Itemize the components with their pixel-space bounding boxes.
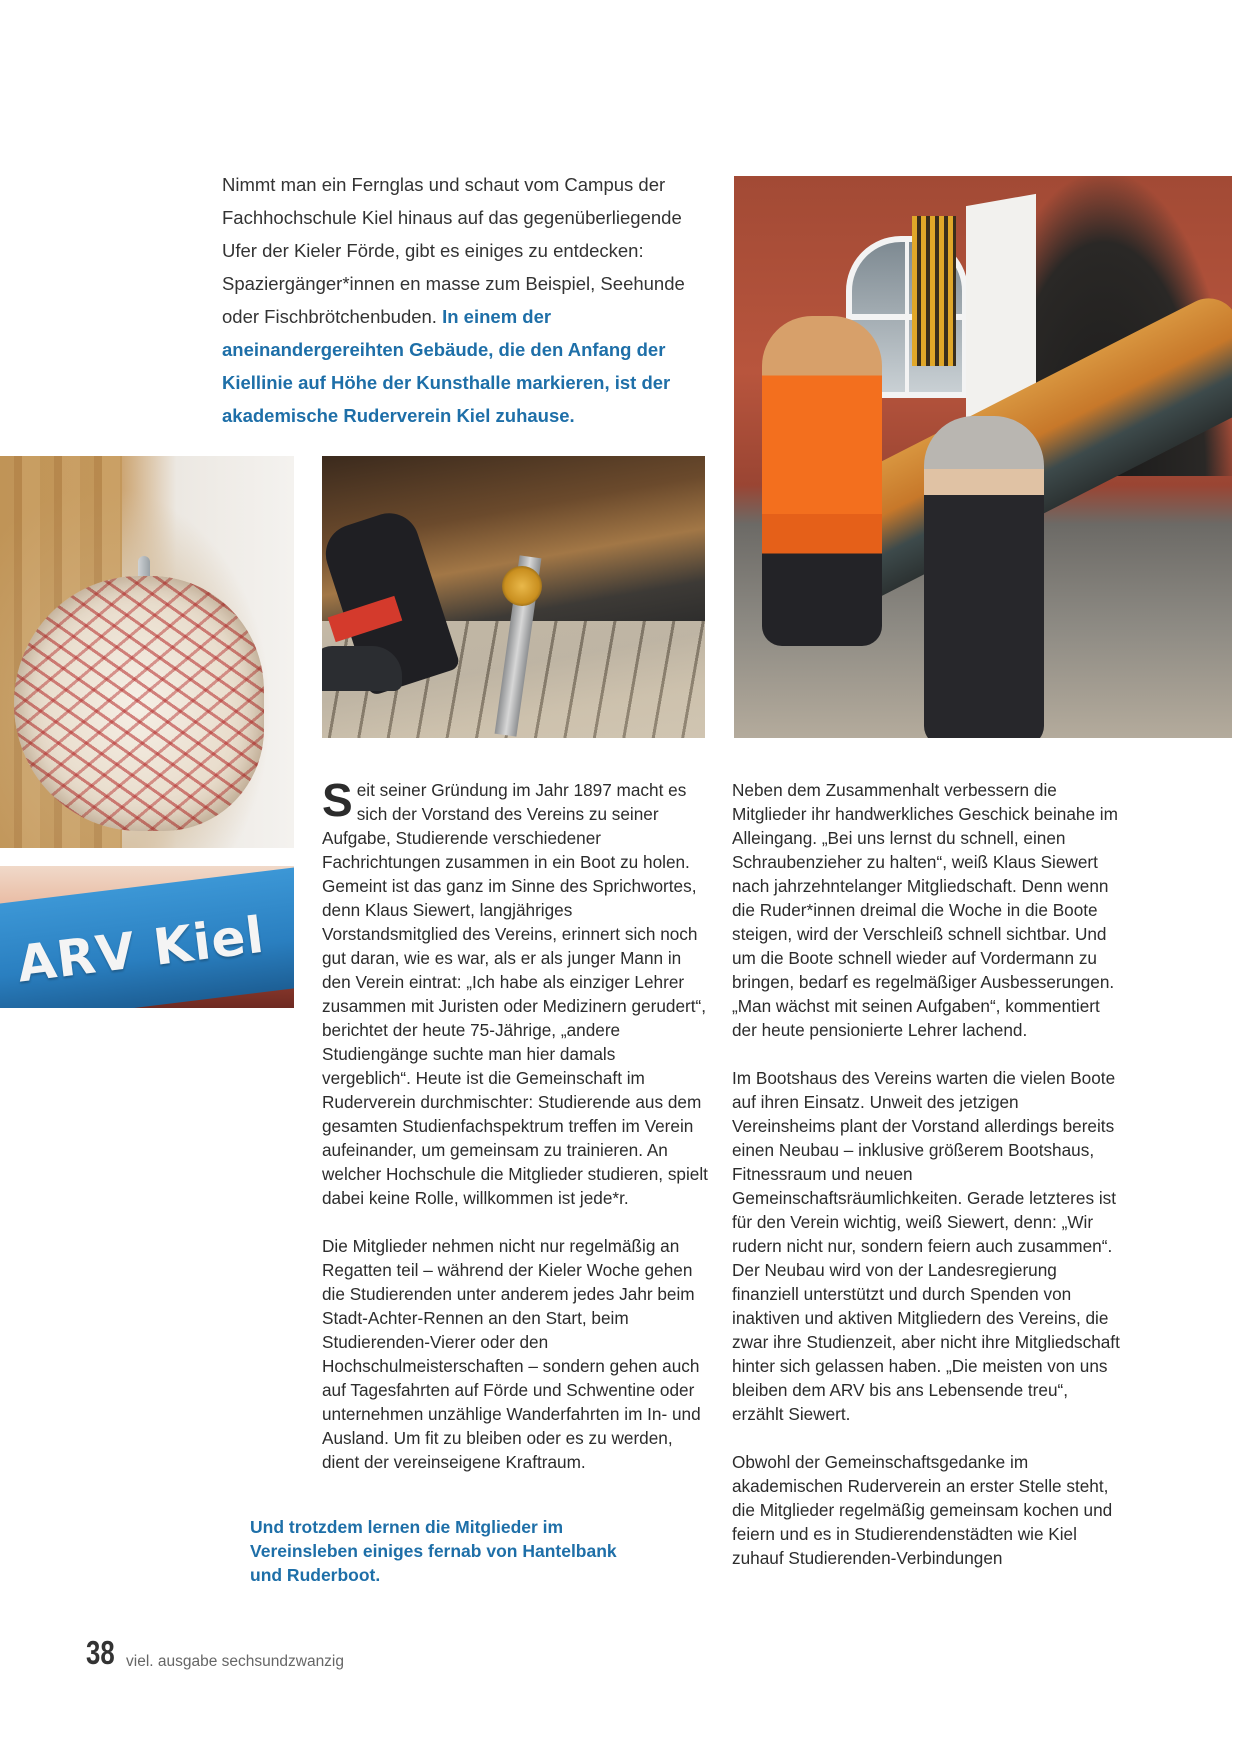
intro-highlight: In einem der aneinandergereihten Gebäude, die den Anfang der Kiellinie auf Höhe der Kunsthalle markieren, ist der akademische Ruderverein Kiel zuhause. — [222, 306, 671, 426]
drop-cap: S — [322, 774, 353, 826]
photo-boat-repair — [322, 456, 705, 738]
paragraph — [322, 774, 708, 1210]
brass-fitting — [502, 566, 542, 606]
oars-rack — [912, 216, 956, 366]
sign-text: ARV Kiel — [14, 905, 268, 994]
paragraph: Obwohl der Gemeinschaftsgedanke im akademischen Ruderverein an erster Stelle steht, die Mitglieder regelmäßig gemeinsam kochen und feiern und es in Studierendenstädten wie Kiel zuhauf Studierenden-Verbindungen — [732, 1452, 1113, 1568]
pull-quote: Und trotzdem lernen die Mitglieder im Vereinsleben einiges fernab von Hantelbank und Ruderboot. — [250, 1517, 617, 1585]
shoe — [322, 646, 402, 691]
rope-coil — [14, 576, 264, 831]
paragraph: Im Bootshaus des Vereins warten die vielen Boote auf ihren Einsatz. Unweit des jetzigen Vereinsheims plant der Vorstand allerdings bereits einen Neubau – inklusive größerem Bootshaus, Fitnessraum und neuen Gemeinschaftsräumlichkeiten. Gerade letzteres ist für den Verein wichtig, weiß Siewert, denn: „Wir rudern nicht nur, sondern feiern auch zusammen“. Der Neubau wird von der Landesregierung finanziell unterstützt und durch Spenden von inaktiven und aktiven Mitgliedern des Vereins, die zwar ihre Studienzeit, aber nicht ihre Mitgliedschaft hinter sich gelassen haben. „Die meisten von uns bleiben dem ARV bis ans Lebensende treu“, erzählt Siewert. — [732, 1068, 1120, 1424]
publication-label: viel. ausgabe sechsundzwanzig — [126, 1653, 344, 1670]
paragraph-text: eit seiner Gründung im Jahr 1897 macht es sich der Vorstand des Vereins zu seiner Aufgabe, Studierende verschiedener Fachrichtungen zusammen in ein Boot zu holen. Gemeint ist das ganz im Sinne des Sprichwortes, denn Klaus Siewert, langjähriges Vorstandsmitglied des Vereins, erinnert sich noch gut daran, wie es war, als er als junger Mann in den Verein eintrat: „Ich habe als einziger Lehrer zusammen mit Juristen oder Medizinern gerudert“, berichtet der heute 75-Jährige, „andere Studiengänge suchte man hier damals vergeblich“. Heute ist die Gemeinschaft im Ruderverein durchmischter: Studierende aus dem gesamten Studienfachspektrum treffen im Verein aufeinander, um gemeinsam zu trainieren. An welcher Hochschule die Mitglieder studieren, spielt dabei keine Rolle, willkommen ist jede*r. — [322, 780, 708, 1208]
article-column-right — [732, 778, 1124, 1594]
article-column-left — [322, 774, 708, 1498]
paragraph: Die Mitglieder nehmen nicht nur regelmäßig an Regatten teil – während der Kieler Woche gehen die Studierenden unter anderem jedes Jahr beim Stadt-Achter-Rennen an den Start, beim Studierenden-Vierer oder den Hochschulmeisterschaften – sondern gehen auch auf Tagesfahrten auf Förde und Schwentine oder unternehmen unzählige Wanderfahrten im In- und Ausland. Um fit zu bleiben oder es zu werden, dient der vereinseigene Kraftraum. — [322, 1236, 701, 1472]
photo-crew-carrying-boat — [734, 176, 1232, 738]
intro-paragraph — [222, 168, 700, 432]
rower-black-jacket — [924, 416, 1044, 738]
intro-text: Nimmt man ein Fernglas und schaut vom Campus der Fachhochschule Kiel hinaus auf das gegenüberliegende Ufer der Kieler Förde, gibt es einiges zu entdecken: Spaziergänger*innen en masse zum Beispiel, Seehunde oder Fischbrötchenbuden. — [222, 174, 685, 327]
photo-rope-coil — [0, 456, 294, 848]
rower-orange-jacket — [762, 316, 882, 646]
paragraph: Neben dem Zusammenhalt verbessern die Mitglieder ihr handwerkliches Geschick beinahe im Alleingang. „Bei uns lernst du schnell, einen Schraubenzieher zu halten“, weiß Klaus Siewert nach jahrzehntelanger Mitgliedschaft. Denn wenn die Ruder*innen dreimal die Woche in die Boote steigen, wird der Verschleiß schnell sichtbar. Und um die Boote schnell wieder auf Vordermann zu bringen, bedarf es regelmäßiger Ausbesserungen. „Man wächst mit seinen Aufgaben“, kommentiert der heute pensionierte Lehrer lachend. — [732, 780, 1118, 1040]
page-number: 38 — [86, 1634, 115, 1671]
photo-arv-kiel-sign — [0, 866, 294, 1008]
